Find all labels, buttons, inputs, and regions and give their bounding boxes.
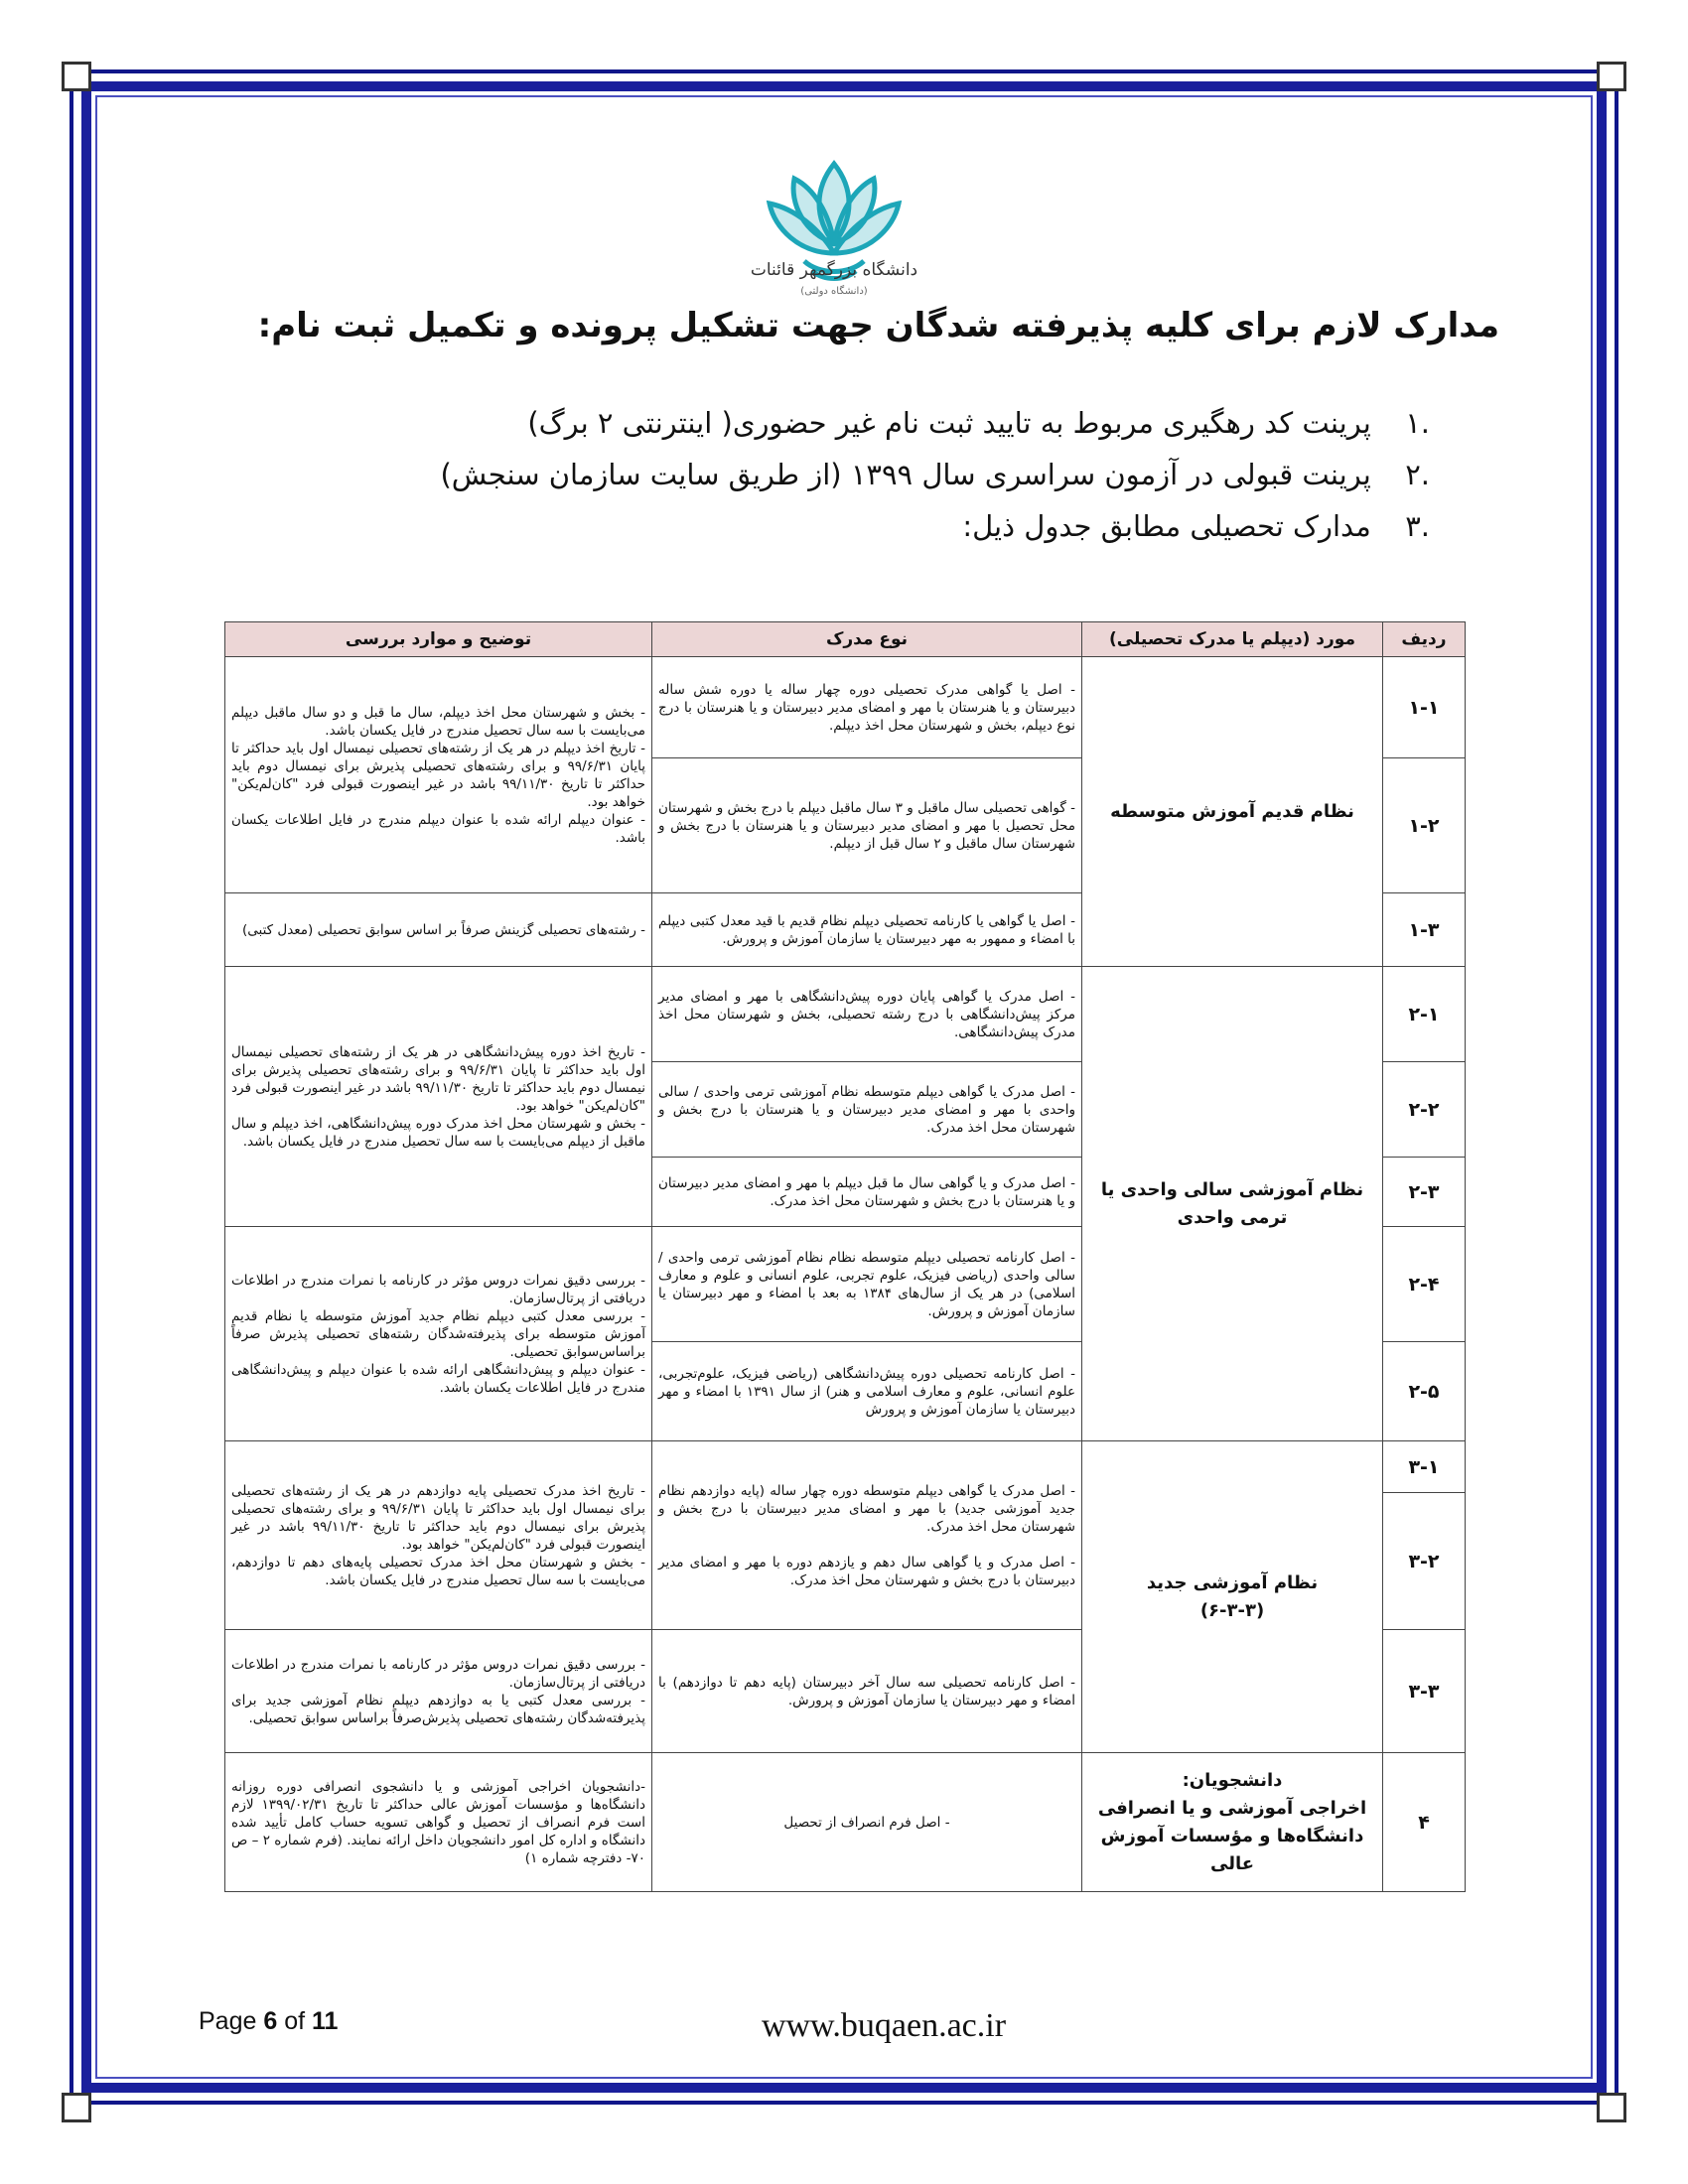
row-number: ۴	[1383, 1753, 1466, 1892]
row-number: ۳-۳	[1383, 1630, 1466, 1753]
doc-cell: - اصل یا گواهی یا کارنامه تحصیلی دیپلم نظام قدیم با قید معدل کتبی دیپلم با امضاء و ممهور به مهر دبیرستان یا سازمان آموزش و پرورش.	[652, 893, 1082, 967]
row-number: ۲-۵	[1383, 1342, 1466, 1441]
category-cell: نظام آموزشی جدید (۶-۳-۳)	[1082, 1441, 1383, 1753]
doc-cell: - اصل مدرک و یا گواهی سال ما قبل دیپلم با مهر و امضای مدیر دبیرستان و یا هنرستان با درج بخش و شهرستان محل اخذ مدرک.	[652, 1158, 1082, 1227]
row-number: ۳-۱	[1383, 1441, 1466, 1493]
header-category: مورد (دیپلم یا مدرک تحصیلی)	[1082, 622, 1383, 657]
table-row	[225, 1753, 1466, 1892]
doc-cell: - اصل کارنامه تحصیلی دیپلم متوسطه نظام نظام آموزشی ترمی واحدی / سالی واحدی (ریاضی فیزیک، علوم تجربی، علوم انسانی و علوم و معارف اسلامی) در هر یک از سال‌های ۱۳۸۴ به بعد با امضاء و مهر دبیرستان یا سازمان آموزش و پرورش.	[652, 1227, 1082, 1342]
category-cell: نظام قدیم آموزش متوسطه	[1082, 657, 1383, 967]
notes-cell: - رشته‌های تحصیلی گزینش صرفاً بر اساس سوابق تحصیلی (معدل کتبی)	[225, 893, 652, 967]
list-text: مدارک تحصیلی مطابق جدول ذیل:	[962, 509, 1371, 543]
doc-cell: - اصل کارنامه تحصیلی دوره پیش‌دانشگاهی (ریاضی فیزیک، علوم‌تجربی، علوم انسانی، علوم و معارف اسلامی و هنر) از سال ۱۳۹۱ با امضاء و مهر دبیرستان یا سازمان آموزش و پرورش	[652, 1342, 1082, 1441]
university-logo	[755, 114, 914, 333]
row-number: ۱-۱	[1383, 657, 1466, 758]
list-item	[338, 500, 1430, 552]
category-cell: نظام آموزشی سالی واحدی یا ترمی واحدی	[1082, 967, 1383, 1441]
list-text: پرینت قبولی در آزمون سراسری سال ۱۳۹۹ (از طریق سایت سازمان سنجش)	[440, 458, 1371, 491]
requirements-list	[338, 397, 1430, 552]
list-number: .۲	[1405, 458, 1430, 491]
category-cell: دانشجویان: اخراجی آموزشی و یا انصرافی دانشگاه‌ها و مؤسسات آموزش عالی	[1082, 1753, 1383, 1892]
notes-cell: - بخش و شهرستان محل اخذ دیپلم، سال ما قبل و دو سال ماقبل دیپلم می‌بایست با سه سال تحصیل مندرج در فایل یکسان باشد. - تاریخ اخذ دیپلم در هر یک از رشته‌های تحصیلی نیمسال اول باید حداکثر تا پایان ۹۹/۶/۳۱ و برای رشته‌های تحصیلی پذیرش برای نیمسال دوم باید حداکثر تا تاریخ ۹۹/۱۱/۳۰ باشد در غیر اینصورت قبولی فرد "کان‌لم‌یکن" خواهد بود. - عنوان دیپلم ارائه شده با عنوان دیپلم مندرج در فایل اطلاعات یکسان باشد.	[225, 657, 652, 893]
list-item	[338, 449, 1430, 500]
table-row	[225, 967, 1466, 1062]
header-notes: توضیح و موارد بررسی	[225, 622, 652, 657]
row-number: ۱-۲	[1383, 758, 1466, 893]
page-number: Page 6 of 11	[199, 2007, 339, 2035]
row-number: ۲-۴	[1383, 1227, 1466, 1342]
notes-cell: - بررسی دقیق نمرات دروس مؤثر در کارنامه با نمرات مندرج در اطلاعات دریافتی از پرتال‌سازمان. - بررسی معدل کتبی دیپلم نظام جدید آموزش متوسطه یا نظام قدیم آموزش متوسطه برای پذیرفته‌شدگان رشته‌های تحصیلی پذیرش صرفاً براساس‌سوابق تحصیلی. - عنوان دیپلم و پیش‌دانشگاهی ارائه شده با عنوان دیپلم و پیش‌دانشگاهی مندرج در فایل اطلاعات یکسان باشد.	[225, 1227, 652, 1441]
notes-cell: - تاریخ اخذ مدرک تحصیلی پایه دوازدهم در هر یک از رشته‌های تحصیلی برای نیمسال اول باید حداکثر تا پایان ۹۹/۶/۳۱ و برای رشته‌های تحصیلی پذیرش برای نیمسال دوم باید حداکثر تا تاریخ ۹۹/۱۱/۳۰ باشد در غیر اینصورت قبولی فرد "کان‌لم‌یکن" خواهد بود. - بخش و شهرستان محل اخذ مدرک تحصیلی پایه‌های دهم تا دوازدهم، می‌بایست با سه سال تحصیل مندرج در فایل یکسان باشد.	[225, 1441, 652, 1630]
doc-cell: - گواهی تحصیلی سال ماقبل و ۳ سال ماقبل دیپلم با درج بخش و شهرستان محل تحصیل با مهر و امضای مدیر دبیرستان و یا هنرستان با درج بخش و شهرستان سال ماقبل و ۲ سال قبل از دیپلم.	[652, 758, 1082, 893]
list-number: .۱	[1405, 406, 1430, 440]
row-number: ۲-۲	[1383, 1062, 1466, 1158]
header-doc-type: نوع مدرک	[652, 622, 1082, 657]
logo-caption: دانشگاه بزرگمهر قائنات	[750, 260, 918, 280]
table-row	[225, 1441, 1466, 1493]
row-number: ۱-۳	[1383, 893, 1466, 967]
row-number: ۳-۲	[1383, 1493, 1466, 1630]
row-number: ۲-۳	[1383, 1158, 1466, 1227]
notes-cell: -دانشجویان اخراجی آموزشی و یا دانشجوی انصرافی دوره روزانه دانشگاه‌ها و مؤسسات آموزش عالی حداکثر تا تاریخ ۱۳۹۹/۰۲/۳۱ لازم است فرم انصراف از تحصیل و گواهی تسویه حساب کامل تأیید شده دانشگاه و اداره کل امور دانشجویان داخل ارائه نمایند. (فرم شماره ۲ – ص ۷۰- دفترچه شماره ۱)	[225, 1753, 652, 1892]
notes-cell: - تاریخ اخذ دوره پیش‌دانشگاهی در هر یک از رشته‌های تحصیلی نیمسال اول باید حداکثر تا پایان ۹۹/۶/۳۱ و برای رشته‌های تحصیلی پذیرش برای نیمسال دوم باید حداکثر تا تاریخ ۹۹/۱۱/۳۰ باشد در غیر اینصورت قبولی فرد "کان‌لم‌یکن" خواهد بود. - بخش و شهرستان محل اخذ مدرک دوره پیش‌دانشگاهی، اخذ دیپلم و سال ماقبل از دیپلم می‌بایست با سه سال تحصیل مندرج در فایل یکسان باشد.	[225, 967, 652, 1227]
header-row-number: ردیف	[1383, 622, 1466, 657]
doc-cell: - اصل کارنامه تحصیلی سه سال آخر دبیرستان (پایه دهم تا دوازدهم) با امضاء و مهر دبیرستان یا سازمان آموزش و پرورش.	[652, 1630, 1082, 1753]
documents-table	[224, 621, 1466, 1892]
doc-cell: - اصل مدرک یا گواهی پایان دوره پیش‌دانشگاهی با مهر و امضای مدیر مرکز پیش‌دانشگاهی با درج رشته تحصیلی، بخش و شهرستان محل اخذ مدرک پیش‌دانشگاهی.	[652, 967, 1082, 1062]
logo-subcaption: (دانشگاه دولتی)	[800, 286, 868, 297]
corner-ornament	[1597, 62, 1626, 91]
doc-cell: - اصل یا گواهی مدرک تحصیلی دوره چهار ساله یا دوره شش ساله دبیرستان و یا هنرستان با مهر و امضای مدیر دبیرستان و یا هنرستان با درج نوع دیپلم، بخش و شهرستان محل اخذ دیپلم.	[652, 657, 1082, 758]
table-row	[225, 657, 1466, 758]
doc-cell: - اصل مدرک یا گواهی دیپلم متوسطه نظام آموزشی ترمی واحدی / سالی واحدی با مهر و امضای مدیر دبیرستان و یا هنرستان با درج بخش و شهرستان محل اخذ مدرک.	[652, 1062, 1082, 1158]
corner-ornament	[62, 62, 91, 91]
list-text: پرینت کد رهگیری مربوط به تایید ثبت نام غیر حضوری( اینترنتی ۲ برگ)	[527, 406, 1371, 440]
table-header-row	[225, 622, 1466, 657]
doc-cell: - اصل مدرک یا گواهی دیپلم متوسطه دوره چهار ساله (پایه دوازدهم نظام جدید آموزشی جدید) با مهر و امضای مدیر دبیرستان با درج بخش و شهرستان محل اخذ مدرک. - اصل مدرک و یا گواهی سال دهم و یازدهم دوره با مهر و امضای مدیر دبیرستان با درج بخش و شهرستان محل اخذ مدرک.	[652, 1441, 1082, 1630]
website-url: www.buqaen.ac.ir	[761, 2007, 1007, 2044]
doc-cell: - اصل فرم انصراف از تحصیل	[652, 1753, 1082, 1892]
corner-ornament	[1597, 2093, 1626, 2122]
row-number: ۲-۱	[1383, 967, 1466, 1062]
corner-ornament	[62, 2093, 91, 2122]
page-title: مدارک لازم برای کلیه پذیرفته شدگان جهت تشکیل پرونده و تکمیل ثبت نام:	[257, 306, 1499, 345]
list-number: .۳	[1405, 509, 1430, 543]
notes-cell: - بررسی دقیق نمرات دروس مؤثر در کارنامه با نمرات مندرج در اطلاعات دریافتی از پرتال‌سازمان. - بررسی معدل کتبی یا به دوازدهم دیپلم نظام آموزشی جدید برای پذیرفته‌شدگان رشته‌های تحصیلی پذیرش‌صرفاً براساس سوابق تحصیلی.	[225, 1630, 652, 1753]
list-item	[338, 397, 1430, 449]
